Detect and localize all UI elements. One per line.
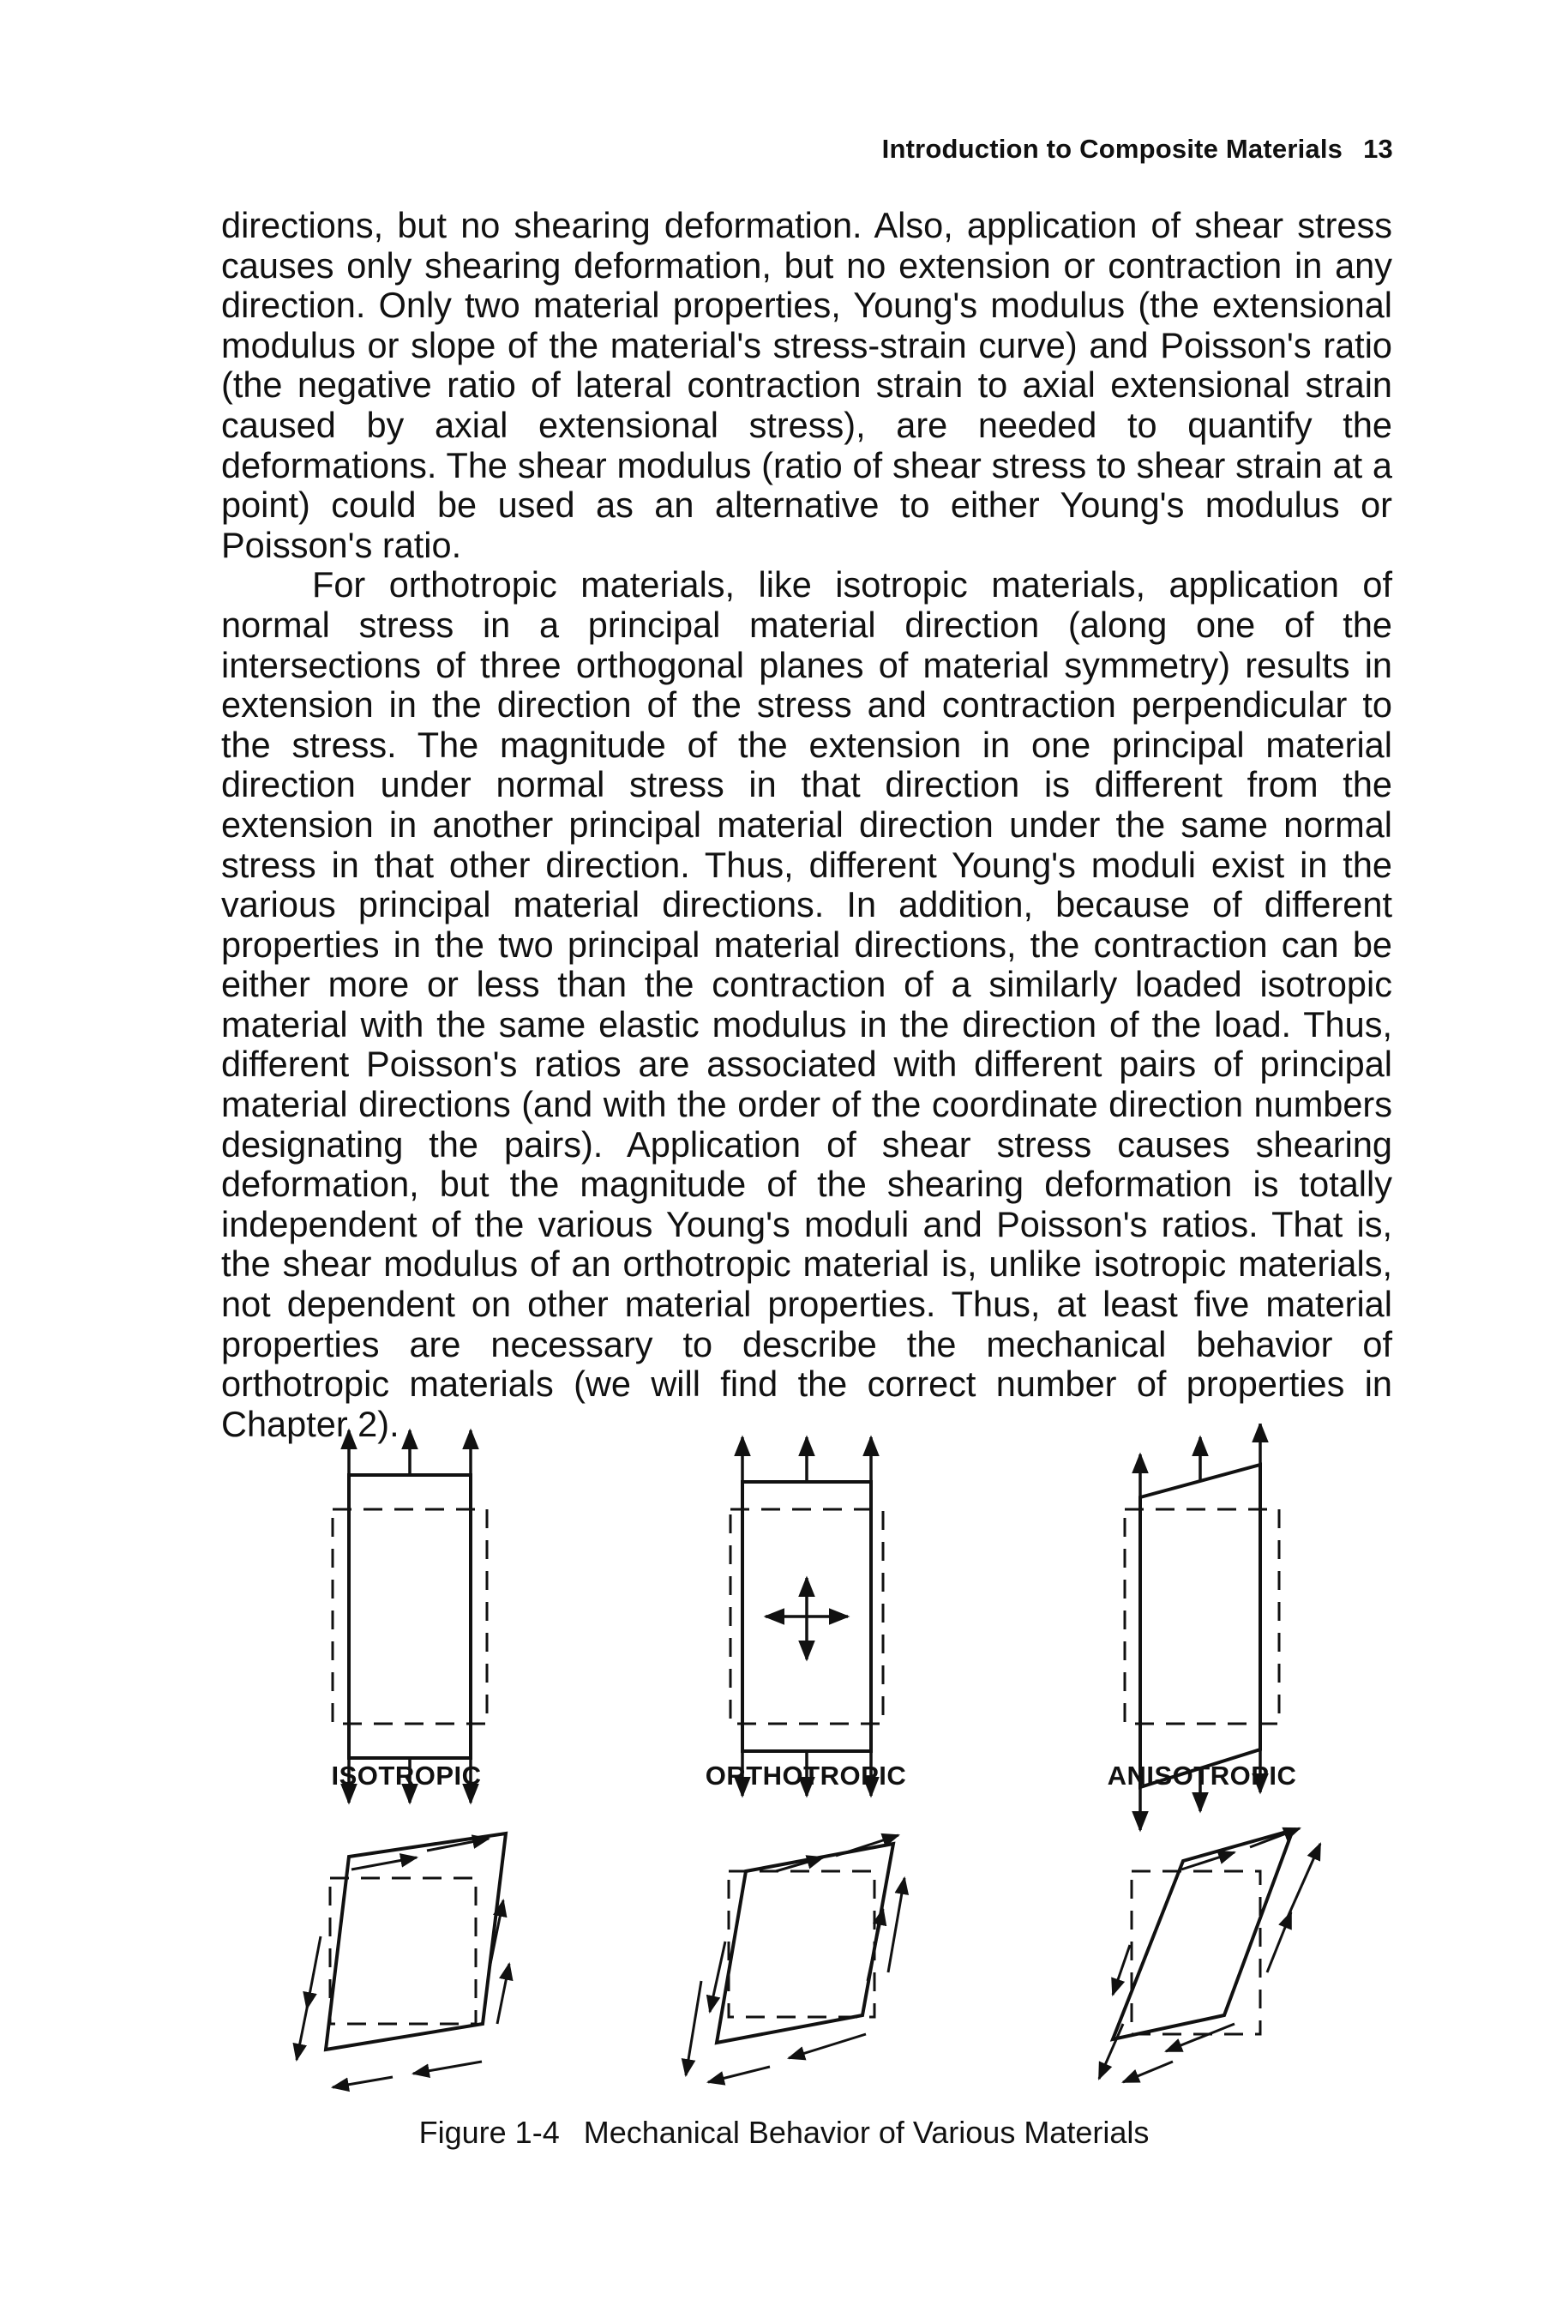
isotropic-shear-diagram — [297, 1833, 509, 2087]
isotropic-shear-deformed-shape — [326, 1833, 506, 2050]
body-text — [221, 206, 1392, 1444]
orthotropic-shear-original-outline — [729, 1871, 874, 2017]
isotropic-deformed-shape — [349, 1475, 471, 1758]
figure-drawing — [0, 1424, 1568, 2161]
figure-caption — [0, 2115, 1568, 2151]
anisotropic-original-outline — [1125, 1509, 1279, 1724]
page-number: 13 — [1363, 134, 1393, 164]
running-title: Introduction to Composite Materials — [881, 134, 1343, 164]
isotropic-shear-original-outline — [330, 1878, 476, 2024]
anisotropic-shear-diagram — [1099, 1828, 1320, 2082]
figure-number: Figure 1-4 — [418, 2115, 560, 2150]
isotropic-original-outline — [333, 1509, 487, 1724]
anisotropic-shear-original-outline — [1132, 1871, 1260, 2034]
label-anisotropic: ANISOTROPIC — [1107, 1761, 1297, 1791]
running-header — [882, 134, 1393, 165]
isotropic-tension-diagram — [333, 1430, 487, 1803]
figure-caption-text: Mechanical Behavior of Various Materials — [583, 2115, 1150, 2150]
paragraph-1: directions, but no shearing deformation. Also, application of shear stress causes only shearing deformation, but no extension or contraction in any direction. Only two material properties, Young's modulus (the extensional modulus or slope of the material's stress-strain curve) and Poisson's ratio (the negative ratio of lateral contraction strain to axial extensional strain caused by axial extensional stress), are needed to quantify the deformations. The shear modulus (ratio of shear stress to shear strain at a point) could be used as an alternative to either Young's modulus or Poisson's ratio. — [221, 205, 1392, 565]
paragraph-2: For orthotropic materials, like isotropic materials, application of normal stress in a principal material direction (along one of the intersections of three orthogonal planes of material symmetry) results in extension in the direction of the stress and contraction perpendicular to the stress. The magnitude of the extension in one principal material direction under normal stress in that direction is different from the extension in another principal material direction under the same normal stress in that other direction. Thus, different Young's moduli exist in the various principal material directions. In addition, because of different properties in the two principal material directions, the contraction can be either more or less than the contraction of a similarly loaded isotropic material with the same elastic modulus in the direction of the load. Thus, different Poisson's ratios are associated with different pairs of principal material directions (and with the order of the coordinate direction numbers designating the pairs). Application of shear stress causes shearing deformation, but the magnitude of the shearing deformation is totally independent of the various Young's moduli and Poisson's ratios. That is, the shear modulus of an orthotropic material is, unlike isotropic materials, not dependent on other material properties. Thus, at least five material properties are necessary to describe the mechanical behavior of orthotropic materials (we will find the correct number of properties in Chapter 2). — [221, 564, 1392, 1444]
label-orthotropic: ORTHOTROPIC — [705, 1761, 907, 1791]
label-isotropic: ISOTROPIC — [331, 1761, 482, 1791]
figure-1-4 — [0, 1424, 1568, 2161]
orthotropic-shear-deformed-shape — [717, 1844, 893, 2043]
orthotropic-tension-diagram — [730, 1437, 883, 1796]
anisotropic-deformed-shape — [1140, 1465, 1260, 1787]
orthotropic-shear-diagram — [686, 1835, 904, 2082]
